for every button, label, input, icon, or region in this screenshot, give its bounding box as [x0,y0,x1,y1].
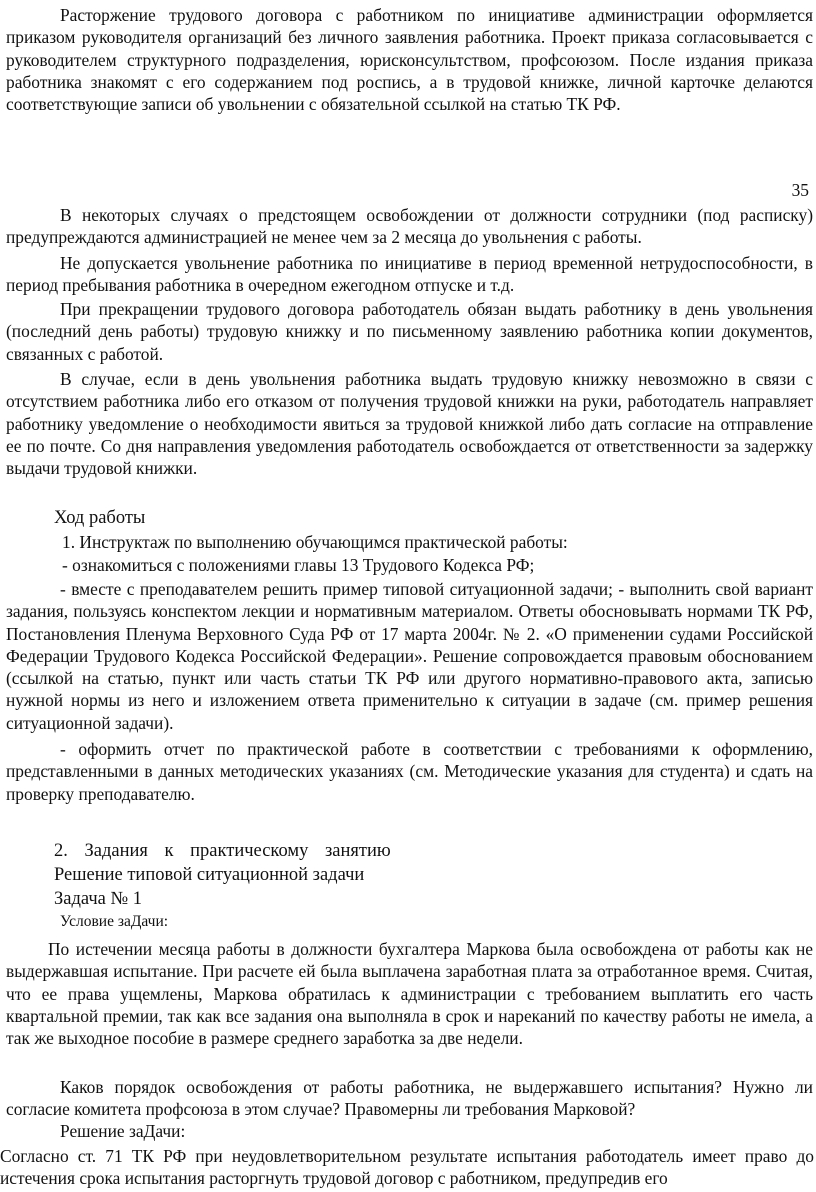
task-question: Каков порядок освобождения от работы работника, не выдержавшего испытания? Нужно ли согласие комитета профсоюза в этом случае? Правомерны ли требования Марковой? [6,1077,813,1120]
list-item-instruction: 1. Инструктаж по выполнению обучающимся практической работы: [62,532,568,552]
condition-label: Условие заДачи: [60,913,169,930]
paragraph-work-book: При прекращении трудового договора работодатель обязан выдать работнику в день увольнения (последний день работы) трудовую книжку и по письменному заявлению работника копии документов, связанных с работой. [6,299,813,364]
list-item-bullet-1: - ознакомиться с положениями главы 13 Трудового Кодекса РФ; [62,555,535,575]
solution-label: Решение заДачи: [60,1121,186,1141]
page-number: 35 [791,180,809,200]
task-condition: По истечении месяца работы в должности бухгалтера Маркова была освобождена от работы как не выдержавшая испытание. При расчете ей была выплачена заработная плата за отработанное время. Считая, что ее права ущемлены, Маркова обратилась к администрации с требованием выплатить его часть квартальной премии, так как все задания она выполняла в срок и нареканий по качеству работы не имела, а так же выходное пособие в размере среднего заработка за две недели. [6,939,813,1049]
list-item-bullet-3: - оформить отчет по практической работе в соответствии с требованиями к оформлению, представленными в данных методических указаниях (см. Методические указания для студента) и сдать на проверку преподавателю. [6,739,813,804]
paragraph-termination: Расторжение трудового договора с работником по инициативе администрации оформляется приказом руководителя организаций без личного заявления работника. Проект приказа согласовывается с руководителем структурного подразделения, юрисконсультством, профсоюзом. После издания приказа работника знакомят с его содержанием под роспись, а в трудовой книжке, личной карточке делаются соответствующие записи об увольнении с обязательной ссылкой на статью ТК РФ. [6,5,813,115]
paragraph-prohibition: Не допускается увольнение работника по инициативе в период временной нетрудоспособности, в период пребывания работника в очередном ежегодном отпуске и т.д. [6,253,813,296]
section-title-workflow: Ход работы [54,508,146,528]
section-title-tasks: 2. Задания к практическому занятию [54,841,391,861]
list-item-bullet-2: - вместе с преподавателем решить пример типовой ситуационной задачи; - выполнить свой вариант задания, пользуясь конспектом лекции и нормативным материалом. Ответы обосновывать нормами ТК РФ, Постановления Пленума Верховного Суда РФ от 17 марта 2004г. № 2. «О применении судами Российской Федерации Трудового Кодекса Российской Федерации». Решение сопровождается правовым обоснованием (ссылкой на статью, пункт или часть статьи ТК РФ или другого нормативно-правового акта, записью нужной нормы из него и изложением ответа применительно к ситуации в задаче (см. пример решения ситуационной задачи). [6,579,813,733]
task-solution: Согласно ст. 71 ТК РФ при неудовлетворительном результате испытания работодатель имеет право до истечения срока испытания расторгнуть трудовой договор с работником, предупредив его [0,1146,814,1189]
section-subtitle: Решение типовой ситуационной задачи [54,865,365,885]
paragraph-notification: В случае, если в день увольнения работника выдать трудовую книжку невозможно в связи с отсутствием работника либо его отказом от получения трудовой книжки на руки, работодатель направляет работнику уведомление о необходимости явиться за трудовой книжкой либо дать согласие на отправление ее по почте. Со дня направления уведомления работодатель освобождается от ответственности за задержку выдачи трудовой книжки. [6,369,813,479]
task-title: Задача № 1 [54,889,143,909]
paragraph-notice: В некоторых случаях о предстоящем освобождении от должности сотрудники (под расписку) предупреждаются администрацией не менее чем за 2 месяца до увольнения с работы. [6,205,813,248]
